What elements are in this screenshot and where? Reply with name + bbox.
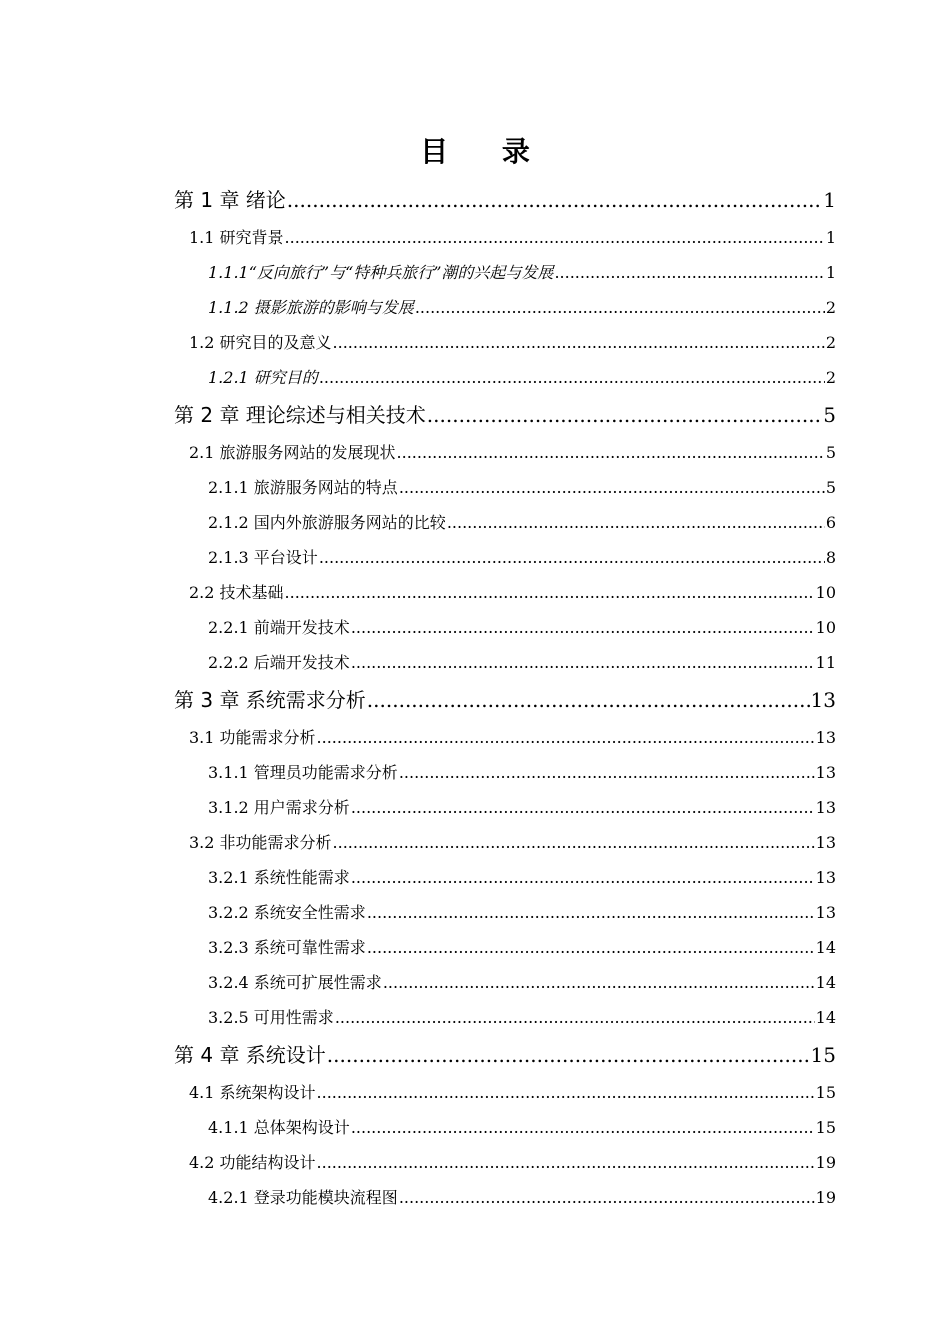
toc-entry[interactable] bbox=[174, 755, 836, 790]
toc-entry-label: 4.1.1 总体架构设计 bbox=[208, 1118, 350, 1137]
toc-entry-label: 第 4 章 系统设计 bbox=[174, 1043, 326, 1067]
toc-entry-label: 1.1.2 摄影旅游的影响与发展 bbox=[208, 298, 414, 317]
toc-entry[interactable] bbox=[174, 825, 836, 860]
toc-entry[interactable] bbox=[174, 860, 836, 895]
toc-leader-dots bbox=[351, 790, 815, 825]
toc-entry-label: 2.1.1 旅游服务网站的特点 bbox=[208, 478, 398, 497]
toc-entry-label: 2.2 技术基础 bbox=[189, 583, 284, 602]
toc-leader-dots bbox=[383, 965, 815, 1000]
toc-entry[interactable] bbox=[174, 965, 836, 1000]
toc-entry[interactable] bbox=[174, 360, 836, 395]
toc-entry-page-number: 15 bbox=[815, 1118, 836, 1137]
toc-leader-dots bbox=[399, 755, 815, 790]
toc-entry-page-number: 15 bbox=[810, 1043, 836, 1067]
toc-entry-label: 4.2 功能结构设计 bbox=[189, 1153, 316, 1172]
toc-entry-label: 3.2.4 系统可扩展性需求 bbox=[208, 973, 382, 992]
toc-leader-dots bbox=[447, 505, 825, 540]
toc-entry[interactable] bbox=[174, 470, 836, 505]
toc-title: 目 录 bbox=[420, 135, 552, 168]
toc-entry-label: 1.1.1“反向旅行”与“特种兵旅行”潮的兴起与发展 bbox=[208, 263, 554, 282]
toc-leader-dots bbox=[351, 860, 815, 895]
toc-leader-dots bbox=[415, 290, 825, 325]
toc-entry[interactable] bbox=[174, 645, 836, 680]
toc-entry-page-number: 11 bbox=[815, 653, 836, 672]
toc-entry-page-number: 6 bbox=[825, 513, 836, 532]
toc-entry-page-number: 1 bbox=[823, 188, 836, 212]
toc-leader-dots bbox=[367, 680, 810, 720]
toc-entry-page-number: 8 bbox=[825, 548, 836, 567]
toc-entry-page-number: 14 bbox=[815, 973, 836, 992]
toc-leader-dots bbox=[333, 325, 825, 360]
toc-entry-label: 3.2.1 系统性能需求 bbox=[208, 868, 350, 887]
toc-leader-dots bbox=[367, 895, 815, 930]
toc-entry[interactable] bbox=[174, 680, 836, 720]
toc-entry[interactable] bbox=[174, 1110, 836, 1145]
toc-entry-page-number: 2 bbox=[825, 298, 836, 317]
toc-entry[interactable] bbox=[174, 395, 836, 435]
toc-entry-page-number: 2 bbox=[825, 333, 836, 352]
toc-entry[interactable] bbox=[174, 180, 836, 220]
toc-entry-page-number: 19 bbox=[815, 1153, 836, 1172]
toc-entry-page-number: 14 bbox=[815, 1008, 836, 1027]
toc-entry[interactable] bbox=[174, 1075, 836, 1110]
toc-entry-label: 4.1 系统架构设计 bbox=[189, 1083, 316, 1102]
toc-entry[interactable] bbox=[174, 325, 836, 360]
toc-entry-label: 1.2.1 研究目的 bbox=[208, 368, 318, 387]
toc-entry-label: 2.1.3 平台设计 bbox=[208, 548, 318, 567]
toc-leader-dots bbox=[317, 720, 815, 755]
toc-leader-dots bbox=[319, 360, 825, 395]
toc-leader-dots bbox=[554, 255, 824, 290]
toc-leader-dots bbox=[327, 1035, 810, 1075]
toc-entry-label: 2.1 旅游服务网站的发展现状 bbox=[189, 443, 396, 462]
toc-entry[interactable] bbox=[174, 220, 836, 255]
toc-entry-page-number: 13 bbox=[815, 833, 836, 852]
toc-entry-page-number: 5 bbox=[825, 443, 836, 462]
toc-entry-page-number: 10 bbox=[815, 618, 836, 637]
toc-entry[interactable] bbox=[174, 540, 836, 575]
toc-leader-dots bbox=[397, 435, 825, 470]
toc-leader-dots bbox=[285, 220, 825, 255]
toc-entry-page-number: 1 bbox=[825, 263, 836, 282]
toc-entry-label: 2.2.1 前端开发技术 bbox=[208, 618, 350, 637]
toc-entry-label: 1.2 研究目的及意义 bbox=[189, 333, 332, 352]
toc-entry-label: 3.2.3 系统可靠性需求 bbox=[208, 938, 366, 957]
toc-entry[interactable] bbox=[174, 435, 836, 470]
toc-entry[interactable] bbox=[174, 1035, 836, 1075]
toc-entry-label: 3.2.2 系统安全性需求 bbox=[208, 903, 366, 922]
toc-entry-label: 第 2 章 理论综述与相关技术 bbox=[174, 403, 426, 427]
toc-entry-label: 第 1 章 绪论 bbox=[174, 188, 286, 212]
toc-entry-page-number: 13 bbox=[815, 903, 836, 922]
toc-leader-dots bbox=[335, 1000, 815, 1035]
toc-entry-page-number: 13 bbox=[810, 688, 836, 712]
toc-entry-label: 第 3 章 系统需求分析 bbox=[174, 688, 366, 712]
toc-entry-label: 3.1.2 用户需求分析 bbox=[208, 798, 350, 817]
toc-leader-dots bbox=[399, 470, 825, 505]
toc-entry-label: 2.1.2 国内外旅游服务网站的比较 bbox=[208, 513, 446, 532]
toc-entry-page-number: 1 bbox=[825, 228, 836, 247]
toc-leader-dots bbox=[285, 575, 815, 610]
toc-entry-page-number: 2 bbox=[825, 368, 836, 387]
toc-leader-dots bbox=[317, 1075, 815, 1110]
toc-leader-dots bbox=[427, 395, 822, 435]
toc-leader-dots bbox=[319, 540, 825, 575]
toc-leader-dots bbox=[317, 1145, 815, 1180]
toc-entry-label: 3.2 非功能需求分析 bbox=[189, 833, 332, 852]
toc-entry-label: 1.1 研究背景 bbox=[189, 228, 284, 247]
toc-entry-label: 3.1.1 管理员功能需求分析 bbox=[208, 763, 398, 782]
toc-entry[interactable] bbox=[174, 895, 836, 930]
toc-entry-label: 3.2.5 可用性需求 bbox=[208, 1008, 334, 1027]
toc-entry[interactable] bbox=[174, 790, 836, 825]
toc-leader-dots bbox=[351, 610, 815, 645]
toc-entry[interactable] bbox=[174, 255, 836, 290]
toc-entry[interactable] bbox=[174, 505, 836, 540]
toc-entry[interactable] bbox=[174, 610, 836, 645]
toc-entry[interactable] bbox=[174, 1145, 836, 1180]
toc-entry-label: 4.2.1 登录功能模块流程图 bbox=[208, 1188, 398, 1207]
table-of-contents bbox=[174, 180, 836, 1215]
toc-entry-page-number: 13 bbox=[815, 798, 836, 817]
toc-entry-page-number: 10 bbox=[815, 583, 836, 602]
toc-leader-dots bbox=[367, 930, 815, 965]
toc-entry[interactable] bbox=[174, 290, 836, 325]
toc-leader-dots bbox=[399, 1180, 815, 1215]
toc-entry[interactable] bbox=[174, 575, 836, 610]
toc-entry-page-number: 13 bbox=[815, 728, 836, 747]
toc-entry-page-number: 13 bbox=[815, 868, 836, 887]
toc-leader-dots bbox=[351, 645, 815, 680]
toc-leader-dots bbox=[287, 180, 822, 220]
toc-leader-dots bbox=[333, 825, 815, 860]
toc-entry-page-number: 14 bbox=[815, 938, 836, 957]
toc-entry[interactable] bbox=[174, 1000, 836, 1035]
toc-entry[interactable] bbox=[174, 1180, 836, 1215]
toc-entry-page-number: 5 bbox=[823, 403, 836, 427]
toc-entry-page-number: 13 bbox=[815, 763, 836, 782]
toc-entry[interactable] bbox=[174, 930, 836, 965]
toc-entry-label: 3.1 功能需求分析 bbox=[189, 728, 316, 747]
toc-entry-page-number: 5 bbox=[825, 478, 836, 497]
toc-entry-page-number: 19 bbox=[815, 1188, 836, 1207]
toc-leader-dots bbox=[351, 1110, 815, 1145]
toc-entry[interactable] bbox=[174, 720, 836, 755]
toc-entry-page-number: 15 bbox=[815, 1083, 836, 1102]
toc-entry-label: 2.2.2 后端开发技术 bbox=[208, 653, 350, 672]
